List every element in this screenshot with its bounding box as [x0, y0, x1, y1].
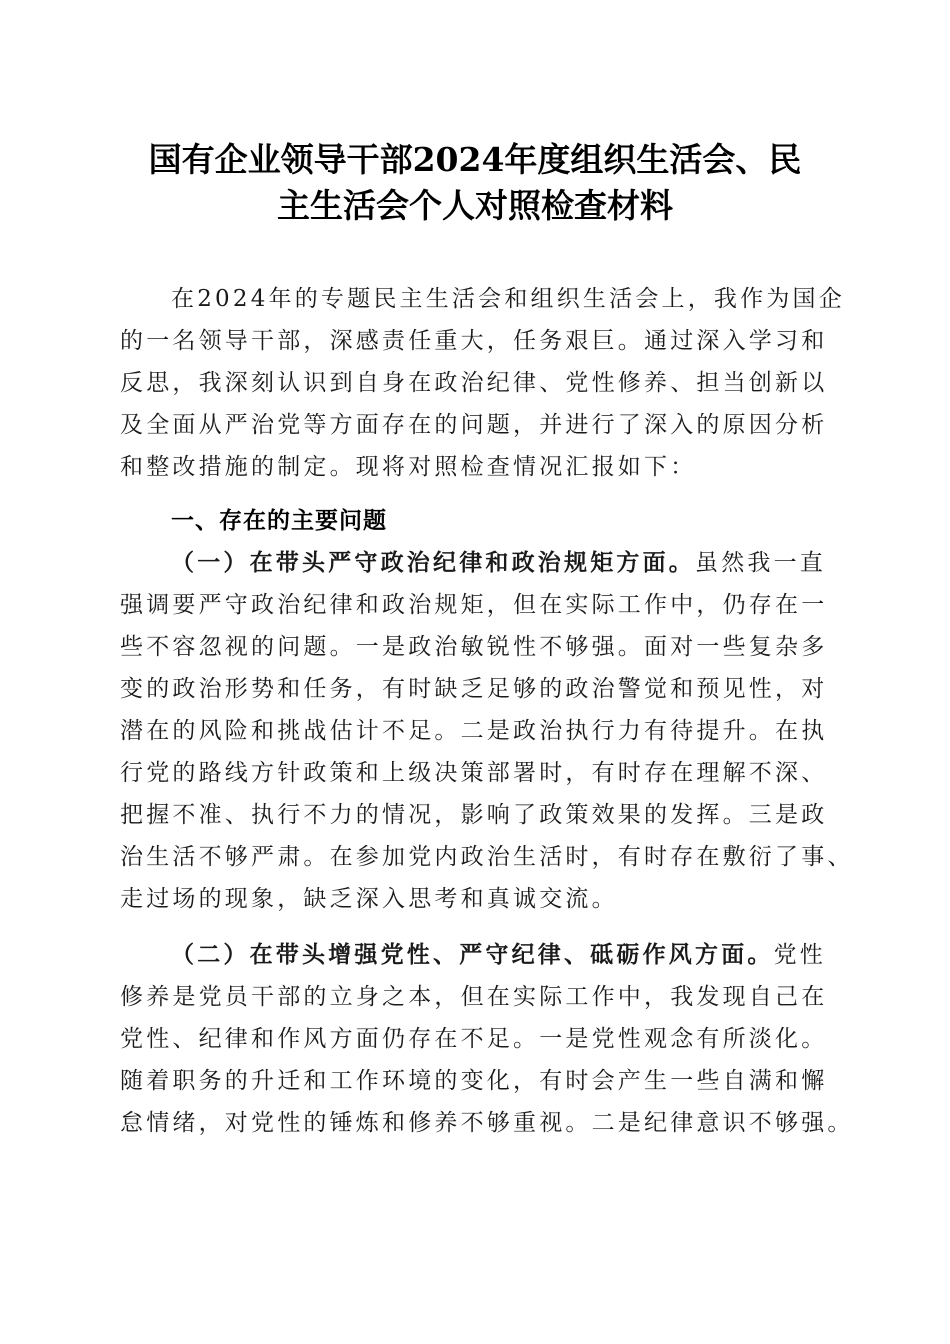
subsection-1-line: 变的政治形势和任务，有时缺乏足够的政治警觉和预见性，对 — [120, 676, 828, 702]
intro-paragraph-line: 及全面从严治党等方面存在的问题，并进行了深入的原因分析 — [120, 412, 828, 438]
subsection-1-lead: （一）在带头严守政治纪律和政治规矩方面。 — [171, 549, 695, 576]
subsection-1-first-line — [171, 548, 891, 578]
subsection-1-line: 行党的路线方针政策和上级决策部署时，有时存在理解不深、 — [120, 760, 828, 786]
document-title-line-2: 主生活会个人对照检查材料 — [277, 186, 673, 225]
subsection-2-line: 修养是党员干部的立身之本，但在实际工作中，我发现自己在 — [120, 984, 828, 1010]
subsection-1-line: 把握不准、执行不力的情况，影响了政策效果的发挥。三是政 — [120, 802, 828, 828]
subsection-2-line: 怠情绪，对党性的锤炼和修养不够重视。二是纪律意识不够强。 — [120, 1110, 854, 1136]
subsection-1-line: 潜在的风险和挑战估计不足。二是政治执行力有待提升。在执 — [120, 718, 828, 744]
subsection-1-text: 虽然我一直 — [695, 550, 826, 576]
intro-paragraph-line: 反思，我深刻认识到自身在政治纪律、党性修养、担当创新以 — [120, 370, 828, 396]
subsection-1-line: 些不容忽视的问题。一是政治敏锐性不够强。面对一些复杂多 — [120, 634, 828, 660]
subsection-2-lead: （二）在带头增强党性、严守纪律、砥砺作风方面。 — [171, 941, 774, 968]
section-heading-problems: 一、存在的主要问题 — [171, 508, 387, 534]
subsection-1-line: 走过场的现象，缺乏深入思考和真诚交流。 — [120, 886, 618, 912]
intro-paragraph-line: 的一名领导干部，深感责任重大，任务艰巨。通过深入学习和 — [120, 328, 828, 354]
intro-paragraph-line: 在2024年的专题民主生活会和组织生活会上，我作为国企 — [171, 286, 845, 312]
subsection-1-line: 强调要严守政治纪律和政治规矩，但在实际工作中，仍存在一 — [120, 592, 828, 618]
intro-paragraph-line: 和整改措施的制定。现将对照检查情况汇报如下： — [120, 454, 697, 480]
document-title-line-1: 国有企业领导干部2024年度组织生活会、民 — [148, 140, 802, 179]
subsection-2-line: 党性、纪律和作风方面仍存在不足。一是党性观念有所淡化。 — [120, 1026, 828, 1052]
subsection-1-line: 治生活不够严肃。在参加党内政治生活时，有时存在敷衍了事、 — [120, 844, 854, 870]
subsection-2-text: 党性 — [773, 942, 827, 968]
subsection-2-first-line — [171, 940, 891, 970]
subsection-2-line: 随着职务的升迁和工作环境的变化，有时会产生一些自满和懈 — [120, 1068, 828, 1094]
